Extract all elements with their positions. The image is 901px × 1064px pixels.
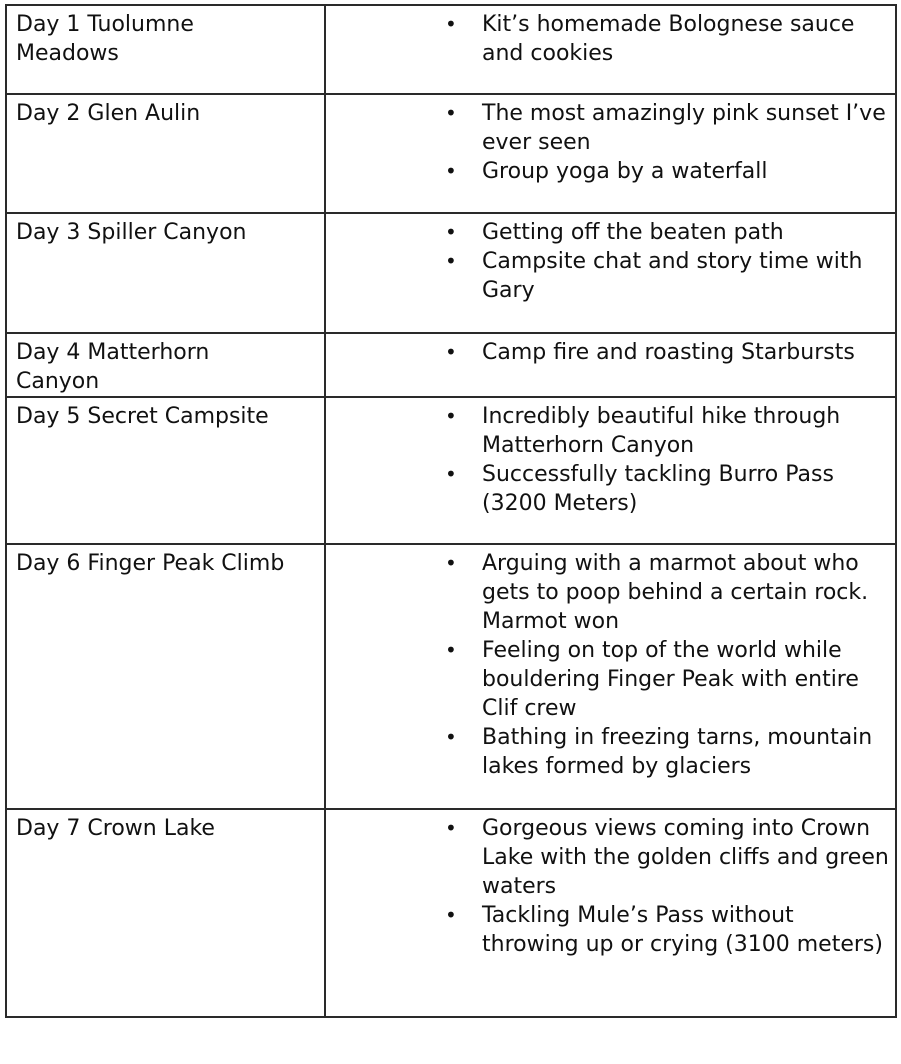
bullet-icon: • — [445, 551, 457, 575]
day-cell — [6, 5, 325, 94]
day-cell — [6, 544, 325, 809]
bullet-icon: • — [445, 101, 457, 125]
list-item — [445, 157, 891, 186]
highlight-text: The most amazingly pink sunset I’ve ever seen — [482, 101, 886, 155]
bullet-icon: • — [445, 725, 457, 749]
list-item — [445, 10, 891, 68]
highlight-list — [326, 402, 891, 518]
highlights-cell — [325, 94, 896, 213]
list-item — [445, 814, 891, 901]
list-item — [445, 99, 891, 157]
table-row — [6, 397, 896, 544]
highlight-text: Successfully tackling Burro Pass (3200 Meters) — [482, 462, 834, 516]
bullet-icon: • — [445, 462, 457, 486]
day-label: Day 7 Crown Lake — [16, 816, 215, 841]
table-row — [6, 94, 896, 213]
highlights-cell — [325, 5, 896, 94]
day-cell — [6, 809, 325, 1017]
day-label: Day 1 Tuolumne Meadows — [16, 12, 194, 66]
day-label: Day 6 Finger Peak Climb — [16, 551, 285, 576]
highlight-list — [326, 10, 891, 68]
highlights-cell — [325, 213, 896, 333]
list-item — [445, 901, 891, 959]
list-item — [445, 723, 891, 781]
highlight-list — [326, 549, 891, 781]
bullet-icon: • — [445, 638, 457, 662]
bullet-icon: • — [445, 249, 457, 273]
day-cell — [6, 94, 325, 213]
highlight-list — [326, 814, 891, 959]
day-cell — [6, 333, 325, 397]
list-item — [445, 338, 891, 367]
highlight-text: Bathing in freezing tarns, mountain lakes formed by glaciers — [482, 725, 873, 779]
day-label: Day 4 Matterhorn Canyon — [16, 340, 210, 394]
bullet-icon: • — [445, 340, 457, 364]
highlight-text: Camp fire and roasting Starbursts — [482, 340, 855, 365]
table-row — [6, 333, 896, 397]
table-row — [6, 544, 896, 809]
bullet-icon: • — [445, 220, 457, 244]
highlight-text: Group yoga by a waterfall — [482, 159, 768, 184]
table-row — [6, 809, 896, 1017]
bullet-icon: • — [445, 12, 457, 36]
highlight-list — [326, 338, 891, 367]
bullet-icon: • — [445, 903, 457, 927]
highlight-text: Feeling on top of the world while bouldering Finger Peak with entire Clif crew — [482, 638, 859, 721]
table-row — [6, 213, 896, 333]
list-item — [445, 460, 891, 518]
highlight-text: Gorgeous views coming into Crown Lake with the golden cliffs and green waters — [482, 816, 889, 899]
highlight-text: Campsite chat and story time with Gary — [482, 249, 863, 303]
highlight-list — [326, 99, 891, 186]
highlight-text: Getting off the beaten path — [482, 220, 784, 245]
list-item — [445, 247, 891, 305]
list-item — [445, 549, 891, 636]
day-cell — [6, 213, 325, 333]
table-row — [6, 5, 896, 94]
highlights-cell — [325, 397, 896, 544]
highlight-text: Kit’s homemade Bolognese sauce and cookies — [482, 12, 855, 66]
bullet-icon: • — [445, 816, 457, 840]
highlight-text: Incredibly beautiful hike through Matterhorn Canyon — [482, 404, 841, 458]
list-item — [445, 218, 891, 247]
highlight-text: Arguing with a marmot about who gets to poop behind a certain rock. Marmot won — [482, 551, 869, 634]
bullet-icon: • — [445, 404, 457, 428]
itinerary-table — [5, 4, 897, 1018]
day-cell — [6, 397, 325, 544]
list-item — [445, 636, 891, 723]
highlights-cell — [325, 333, 896, 397]
day-label: Day 2 Glen Aulin — [16, 101, 201, 126]
highlight-list — [326, 218, 891, 305]
list-item — [445, 402, 891, 460]
highlights-cell — [325, 544, 896, 809]
day-label: Day 5 Secret Campsite — [16, 404, 269, 429]
bullet-icon: • — [445, 159, 457, 183]
day-label: Day 3 Spiller Canyon — [16, 220, 247, 245]
highlight-text: Tackling Mule’s Pass without throwing up or crying (3100 meters) — [482, 903, 883, 957]
highlights-cell — [325, 809, 896, 1017]
